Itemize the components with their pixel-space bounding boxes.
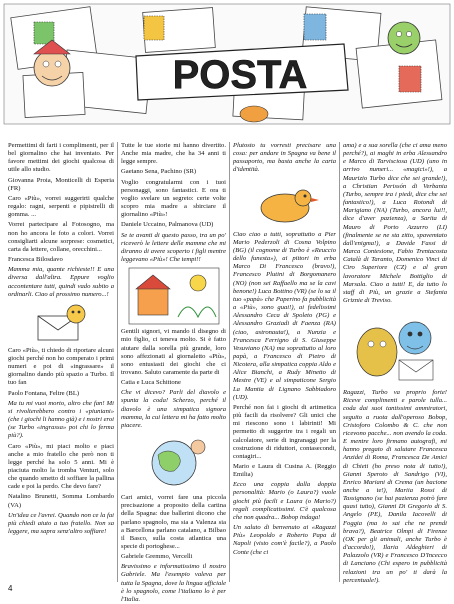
editor-reply: Ciao ciao a tutti, soprattutto a Pier Mario Pederzoli di Cosna Volpino (BG) (il cognome di Turbo è «Reuccio dello funesta»), ai pittori in erba Marco Di Francesco (bravo!), Francesco Plutini di Borgomanero (NO) (non sei Raffaello ma se la cavi benone!) Luca Bottino (VR) (se lo sa il tuo «papà» che Paperino fa pubblicità a «Più», sono guai!), ai fedelissimi Alessandro Ceca di Spoleto (PG) e Alessandro Graziadi di Faenza (RA) (ciao, astronauta!), a Nunzia e Francesca Ferrigno di S. Giuseppe Vesuviano (NA) ma soprattutto al loro papà, a Francesco di Pietro di Nicotera, alla simpatica coppia Aldo e Alice Bianchi, a Rudy Minetto di Mestre (VE) e al simpaticone Sergio La Mantia di Lignano Sabbiadoro (UD). <box>233 230 336 401</box>
editor-reply: Bravissimo e informatissimo il nostro Gabriele. Ma l'esempio valeva per tutta la Spagna, dove la lingua ufficiale è lo spagnolo, come l'italiano lo è per l'Italia. <box>121 563 226 603</box>
letters-column-3 <box>233 142 336 582</box>
letter-signature: Daniele Uccaino, Palmanova (UD) <box>121 221 214 229</box>
editor-reply: Un'idea ce l'avrei. Quando non ce la fai più chiedi aiuto a tuo fratello. Non sa leggere, ma sapra senz'altro soffiare! <box>8 511 114 536</box>
posta-banner <box>4 4 450 124</box>
column-divider <box>339 142 340 582</box>
letter-text: Gentili signori, vi mando il disegno di mio figlio, ci teneva molto. Si è fatto aiutare dalla sorella più grande, loro sono affezionati al giornaletto «Più», sono entusiasti dei giochi che ci trovano. Saluto caramente da parte di <box>121 328 226 376</box>
letter-signature: Catia e Luca Schittone <box>121 379 181 387</box>
editor-reply: Ecco una coppia dalla doppia personalità: Mario (o Laura?) vuole giochi più facili e Laura (o Mario?) regali complicatissimi. C'è qualcosa che non quadra... Bobop indaga! <box>233 481 336 521</box>
letter-text: Permettimi di farti i complimenti, per il bel giornalino che hai inventato. Per favore mettimi dei giochi qualcosa di utile allo studio. <box>8 142 114 174</box>
letter-signature: Natalino Brunetti, Somma Lombardo (VA) <box>8 493 114 509</box>
letter-text: Caro «Più», mi piaci molto e piaci anche a mio fratello che però non ti legge perché ha solo 5 anni. Mi è piaciuta molto la tromba Venturi, solo che quando smetto di soffiare la pallina cade e poi la perdo. Che devo fare? <box>8 442 114 491</box>
letter-text: Tutte le tue storie mi hanno divertito. Anche mia madre, che ha 34 anni ti legge sempre. <box>121 142 226 166</box>
child-drawing-illustration <box>128 267 220 325</box>
editor-reply: Ma tu mi vuoi morto, altro che fan! Mi si rivolterebbero contro i «piuniani» (che i giochi li hanno già) e i nostri eroi (se Turbo «ingrassa» poi chi lo ferma più?). <box>8 399 114 440</box>
letter-text: Perché non fai i giochi di artimetica più facili da risolvere? Gli unici che mi riescono sono i labirinti! Mi permetto di suggerire tra i regali un calcolatore, serie di ingranaggi per la costruzione di riduttori, contasecondi, contagiri... <box>233 403 336 460</box>
letter-signature: Mario e Laura di Cusina A. (Reggio Emilia) <box>233 463 336 479</box>
letter-signature: Giovanna Proia, Monticelli di Esperia (FR) <box>8 176 114 192</box>
column-divider <box>229 142 230 582</box>
cartoon-bird-illustration <box>245 178 325 228</box>
page-number: 4 <box>8 584 13 593</box>
posta-title-text: POSTA <box>172 53 308 97</box>
editor-reply: ama) e a sua sorella (che ci ama meno perché?), ai maghi in erba Alessandro e Marco di Tarvisciosa (UD) (uno in arrivo numeri... «magici»!), a Maurizio Turbo dice che sei grande!), a Christian Perissón di Verbania (Turbo, sempre tra i piedi, dice che sei fantastico!), a Luca Rotondi di Marigiano (NA) (Turbo, ancora lui!!, dice d'aver pazienza), a Sarita di Mauro di Porto Azzurro (LI) (finalmente se ne sta zitto, spavemtato dall'enigma!), a Davide Fassi di Marca Contesione, Fabio Trentacosta Català di Taranto, Domenico Vinci di Ciro Superiore (CZ) e al gran lavoratore Michele Bottiglio di Marsala. Ciao a tutti! E, da tutto lo staff di Più, un grazie a Stefania Griznie di Treviso. <box>343 142 447 304</box>
editor-reply: Che vi dicevo? Parli del diavolo e spunta la coda! Scherzo, perché il diavolo è una simpatica signora mamma, la cui lettera mi ha fatto molto piacere. <box>121 389 226 429</box>
editor-reply: Plutosto tu vorresti precisare una cosa: per andare in Spagna va bene il passaporto, ma basta anche la carta d'identità. <box>233 142 336 174</box>
letter-signature: Paolo Fontana, Feltre (BL) <box>8 389 80 397</box>
cartoon-globe-illustration <box>134 433 214 491</box>
letter-text: Caro «Più», vorrei suggerirti qualche regalo: ragni, serpenti e pipistrelli di gomma. ... <box>8 194 114 219</box>
editor-reply: Un saluto di benvenuto ai «Ragazzi Più» Leopoldo e Roberto Papa di Napoli (visto com'è facile?), a Paolo Conte (che ci <box>233 524 336 556</box>
column-divider <box>117 142 118 582</box>
letters-column-1 <box>8 142 114 582</box>
cartoon-characters-illustration <box>347 308 443 386</box>
editor-reply: Mamma mia, quante richieste!! E una diversa dall'altra. Eppure voglio accontentare tutti, quindi vado subito a ordinarli. Ciao al prossimo numero...! <box>8 266 114 298</box>
letters-column-4 <box>343 142 447 582</box>
letter-text: Caro «Più», ti chiedo di riportare alcuni giochi perché non ho comperato i primi numeri e poi di «ingrassare» il giornalino dando più spazio a Turbo. Il tuo fan <box>8 346 114 387</box>
letter-signature: Gabriele Gremmo, Vercelli <box>121 553 193 561</box>
letter-signature: Gaetano Sena, Pachino (SR) <box>121 168 197 176</box>
cartoon-mail-illustration <box>34 302 88 344</box>
letter-text: Voglio congratularmi con i tuoi personaggi, sono fantastici. E ora ti voglio svelare un segreto: certe volte scopro mia madre a sbirciare il giornalino «Più»! <box>121 178 226 219</box>
letter-text: Cari amici, vorrei fare una piccola precisazione a proposito della cartina della Spagna: due ballerini dicono che parlano spagnolo, ma sia a Valenza sia a Barcellona parlano catalano, a Bilbao il Basco, sulla costa atlantica una specie di portoghese... <box>121 494 226 550</box>
letter-text: Vorrei partecipare al Fotosogno, ma non ho ancora le foto a colori. Vorrei consigliarti alcune sorprese: cosmetici, carta da lettere, collane, orecchini... <box>8 221 114 253</box>
editor-reply: Ragazzi, Turbo va proprio forte! Riceve complimenti e parole tulla... coda dai suoi tantissimi ammiratori, seguito a ruota dall'operoso Bobop, Cristoforo Colombo & C. che non ricevono pacche... non avendo la coda. E mentre loro firmano autografi, mi hanno pregato di salutare Francesca Anzidei di Roma, Francesca De Amici di Chieti (ho preso nota di tutto!), Gianni Speroto di Sandrigo (VI), Enrico Mariani di Crema (un bacione anche a te!), Mariia Rossi di Tassignano (se hai pazienza potrò fare quasi tutto), Gianni Di Gregorio di S. Angelo (PE), Danila Iacovelli di Foggia (ma io sai che ne prendi brava?), Beatrice Olmpi di Firenze (OK per gli animali, anche Turbo è d'accordo!), Ilaria Aldeghieri di Palazzolo (VR) e Francesco D'Incecco di Lanciano (Chi espero in pubblicità relazioni tra un po' ti darà la percentuale!). <box>343 389 447 584</box>
editor-reply: Se te avanti di questo passo, tra un po' riceverò le lettere delle mamme che mi diranno di avere scoperto i figli mentre leggevano «Più»! Che tempi!! <box>121 231 226 264</box>
letter-signature: Francesca Bilosdavo <box>8 256 63 264</box>
letters-column-2 <box>121 142 226 603</box>
